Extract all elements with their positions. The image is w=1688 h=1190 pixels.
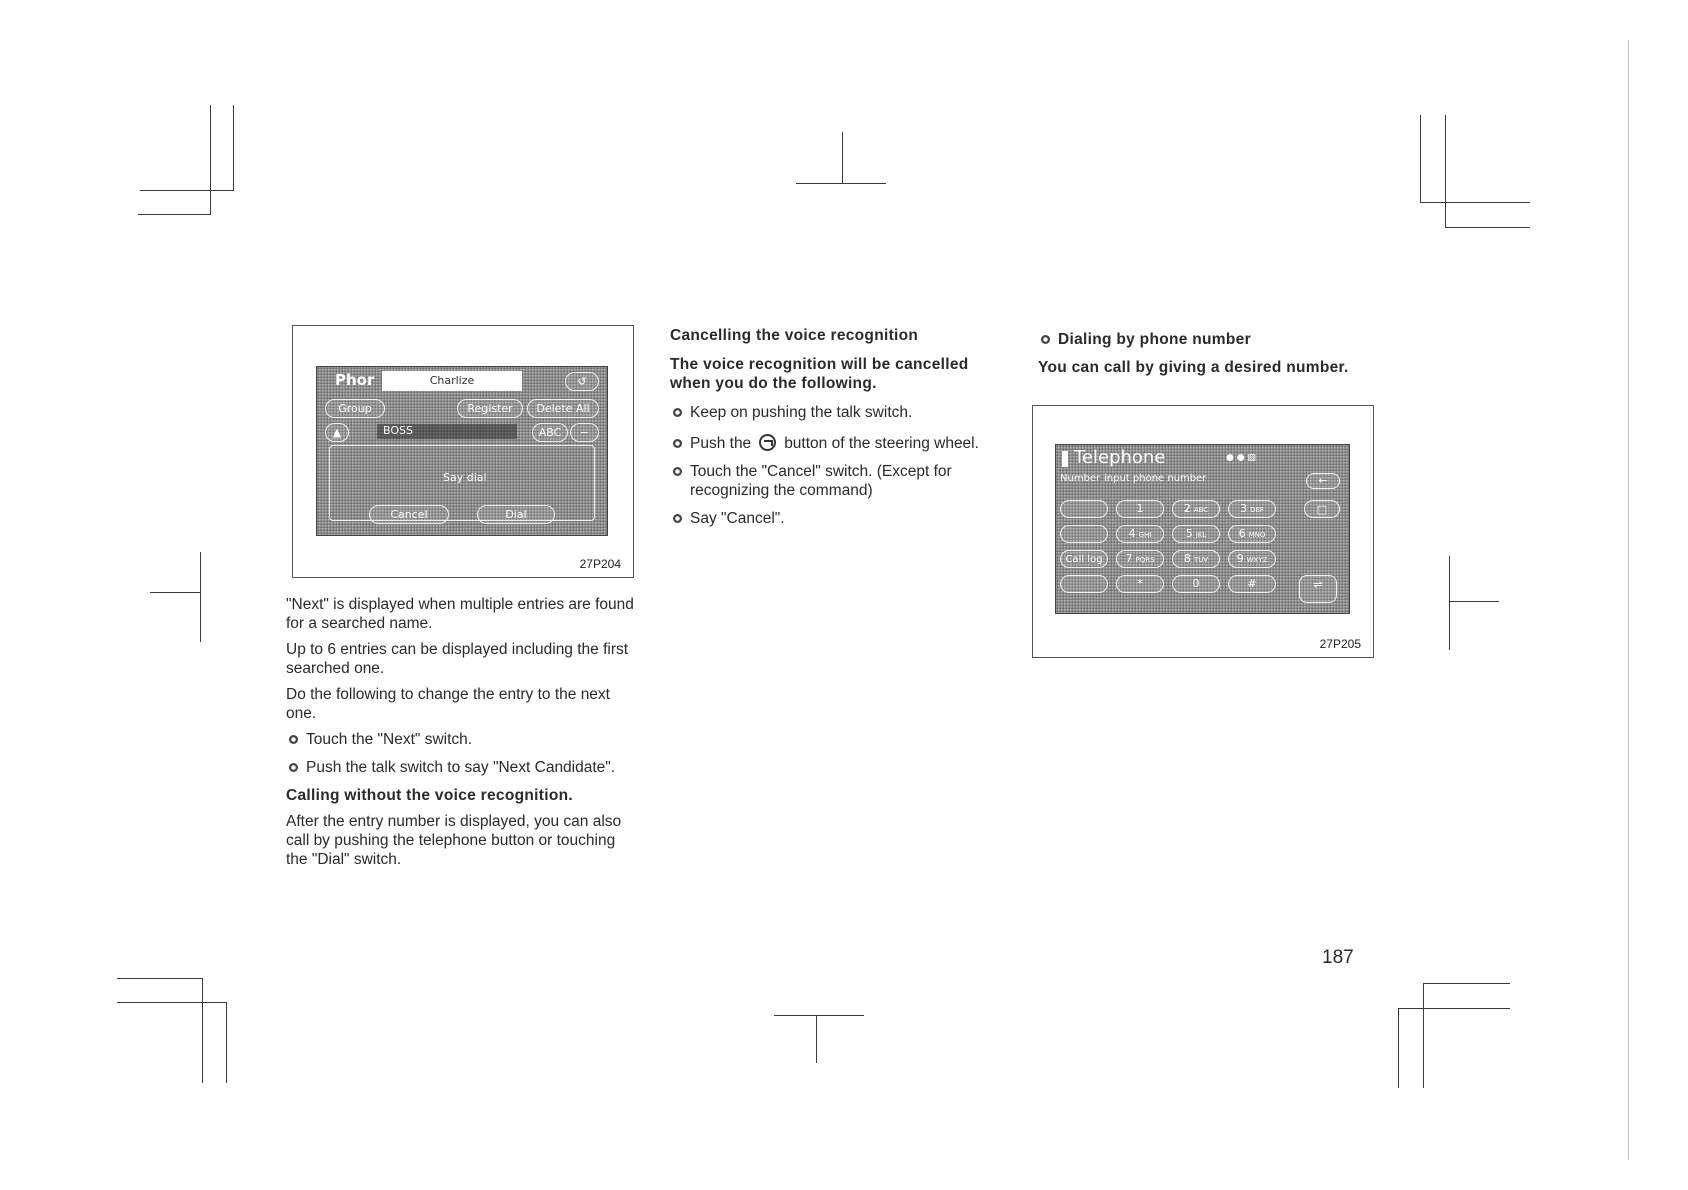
bullet-icon (1041, 335, 1050, 344)
bullet-text: Keep on pushing the talk switch. (690, 404, 913, 421)
keypad-letters: JKL (1195, 531, 1207, 539)
register-button[interactable]: Register (457, 399, 523, 418)
bullet-item (670, 434, 1010, 453)
entry-row[interactable] (377, 424, 517, 439)
group-button[interactable]: Group (325, 399, 385, 418)
side-button-4[interactable] (1060, 575, 1108, 593)
figure-label: 27P205 (1319, 637, 1361, 651)
bullet-item (286, 730, 636, 749)
abc-button[interactable]: ABC (532, 423, 568, 442)
talk-switch-icon (759, 434, 776, 451)
bullet-text: button of the steering wheel. (784, 435, 979, 452)
paragraph: "Next" is displayed when multiple entries are found for a searched name. (286, 596, 634, 632)
back-icon[interactable]: ↺ (565, 372, 599, 391)
cancel-button[interactable]: Cancel (369, 505, 449, 524)
side-button-1[interactable] (1060, 500, 1108, 518)
bullet-item (670, 403, 1010, 422)
speaker-button[interactable]: □ (1304, 500, 1340, 518)
bullet-text: Push the (690, 435, 752, 452)
bullet-item (670, 462, 1010, 500)
paragraph: Do the following to change the entry to the next one. (286, 686, 610, 722)
keypad-digit: 7 (1125, 552, 1133, 565)
heading-text: Dialing by phone number (1058, 331, 1251, 348)
paragraph: Up to 6 entries can be displayed including the first searched one. (286, 641, 629, 677)
keypad-digit: 1 (1136, 502, 1144, 515)
bullet-icon (289, 735, 298, 744)
bullet-text: Touch the "Next" switch. (306, 731, 473, 748)
keypad-key-8[interactable] (1172, 550, 1220, 568)
bullet-icon (289, 763, 298, 772)
keypad-digit: 8 (1183, 552, 1191, 565)
call-log-button[interactable]: Call log (1060, 550, 1108, 568)
telephone-keypad-screen (1055, 444, 1350, 614)
keypad-digit: # (1247, 577, 1257, 590)
page-edge (1628, 40, 1629, 1160)
keypad-digit: 2 (1183, 502, 1191, 515)
keypad-letters: ABC (1193, 506, 1209, 514)
entry-name: BOSS (383, 424, 413, 437)
status-indicators: ● ● ▧ (1226, 453, 1256, 463)
keypad-digit: * (1137, 577, 1143, 590)
keypad-key-9[interactable] (1228, 550, 1276, 568)
bullet-text: Say "Cancel". (690, 510, 785, 527)
keypad-key-hash[interactable] (1228, 575, 1276, 593)
number-label: Number (1060, 473, 1101, 484)
page-number: 187 (1322, 947, 1354, 968)
keypad-key-1[interactable] (1116, 500, 1164, 518)
keypad-digit: 9 (1236, 552, 1244, 565)
keypad-letters: DEF (1250, 506, 1264, 514)
keypad-key-0[interactable] (1172, 575, 1220, 593)
bullet-icon (673, 439, 682, 448)
section-heading (1038, 330, 1378, 349)
keypad-key-5[interactable] (1172, 525, 1220, 543)
say-dial-text: Say dial (443, 471, 487, 484)
figure-27p204 (292, 325, 634, 578)
keypad-letters: MNO (1248, 531, 1266, 539)
keypad-digit: 3 (1240, 502, 1248, 515)
figure-27p205 (1032, 405, 1374, 658)
bullet-text: Touch the "Cancel" switch. (Except for recognizing the command) (690, 463, 952, 499)
keypad-digit: 4 (1128, 527, 1136, 540)
up-arrow-icon[interactable]: ▲ (325, 423, 349, 442)
keypad-letters: WXYZ (1246, 556, 1268, 564)
bullet-icon (673, 408, 682, 417)
screen-title: Telephone (1074, 447, 1166, 468)
bullet-icon (673, 514, 682, 523)
keypad-key-4[interactable] (1116, 525, 1164, 543)
keypad-key-6[interactable] (1228, 525, 1276, 543)
delete-all-button[interactable]: Delete All (527, 399, 599, 418)
telephone-icon (1062, 451, 1068, 467)
keypad-digit: 5 (1185, 527, 1193, 540)
figure-label: 27P204 (579, 557, 621, 571)
screen-title: Phor (335, 371, 375, 389)
keypad-key-2[interactable] (1172, 500, 1220, 518)
side-button-2[interactable] (1060, 525, 1108, 543)
name-field (382, 371, 522, 391)
keypad-key-7[interactable] (1116, 550, 1164, 568)
more-button[interactable]: − (570, 423, 599, 442)
section-heading: Calling without the voice recognition. (286, 787, 573, 804)
section-subheading: You can call by giving a desired number. (1038, 359, 1349, 376)
keypad-key-star[interactable] (1116, 575, 1164, 593)
keypad-letters: GHI (1138, 531, 1152, 539)
section-subheading: The voice recognition will be cancelled when you do the following. (670, 356, 969, 392)
keypad-digit: 0 (1192, 577, 1200, 590)
bullet-item (670, 509, 1010, 528)
keypad-letters: PQRS (1135, 556, 1155, 564)
name-field-text: Charlize (429, 374, 475, 387)
left-column (286, 595, 636, 876)
middle-column (670, 326, 1010, 537)
keypad-letters: TUV (1193, 556, 1209, 564)
phone-voice-dial-screen (316, 366, 608, 536)
bullet-icon (673, 467, 682, 476)
right-column (1038, 330, 1378, 384)
bullet-text: Push the talk switch to say "Next Candidate". (306, 759, 616, 776)
bullet-item (286, 758, 636, 777)
dial-button[interactable]: Dial (477, 505, 555, 524)
section-heading: Cancelling the voice recognition (670, 327, 919, 344)
hangup-button[interactable]: ⇌ (1299, 575, 1337, 603)
backspace-button[interactable]: ← (1306, 473, 1340, 489)
keypad-digit: 6 (1238, 527, 1246, 540)
keypad-key-3[interactable] (1228, 500, 1276, 518)
number-placeholder: input phone number (1104, 473, 1207, 484)
paragraph: After the entry number is displayed, you can also call by pushing the telephone button or touching the "Dial" switch. (286, 813, 622, 868)
